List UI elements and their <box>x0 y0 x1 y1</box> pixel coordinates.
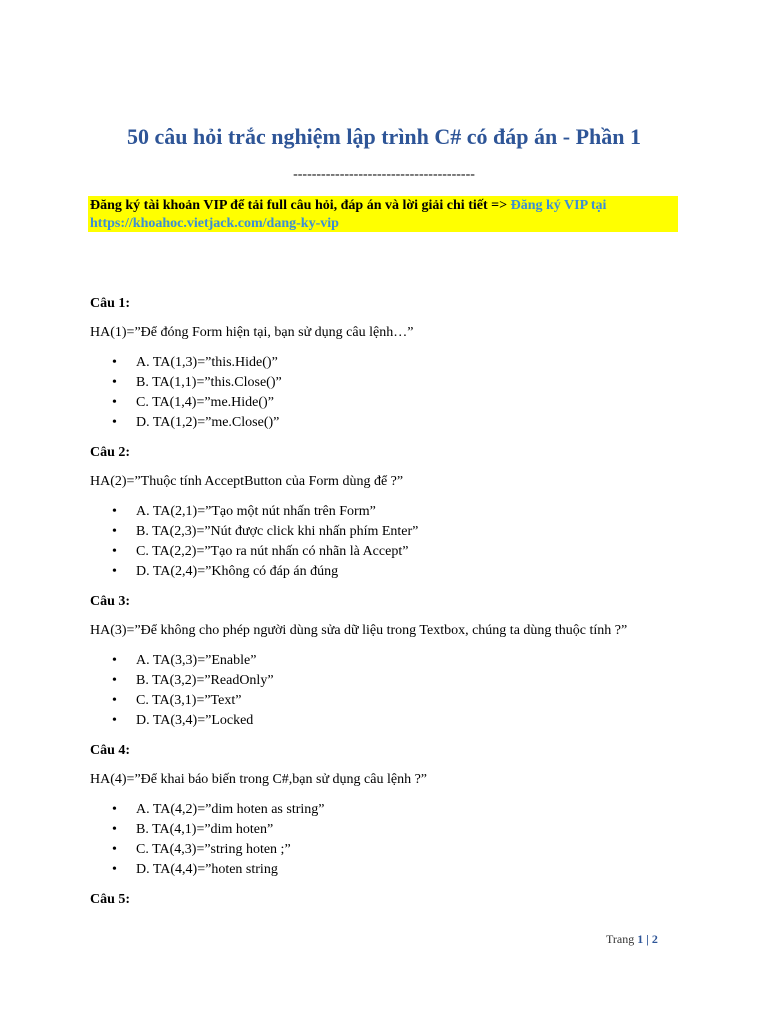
answer-option: • A. TA(1,3)=”this.Hide()” <box>90 353 690 373</box>
question-text: HA(2)=”Thuộc tính AcceptButton của Form dùng để ?” <box>90 474 404 489</box>
bullet-icon: • <box>112 524 117 539</box>
title-divider: --------------------------------------- <box>293 167 475 182</box>
answer-option: • B. TA(1,1)=”this.Close()” <box>90 373 690 393</box>
footer-page-word: Trang <box>606 932 635 946</box>
question-label: Câu 2: <box>90 445 131 460</box>
answer-option: • A. TA(3,3)=”Enable” <box>90 651 690 671</box>
bullet-icon: • <box>112 375 117 390</box>
answer-option: • D. TA(2,4)=”Không có đáp án đúng <box>90 562 690 582</box>
answer-option: • C. TA(1,4)=”me.Hide()” <box>90 393 690 413</box>
bullet-icon: • <box>112 395 117 410</box>
answer-option: • B. TA(3,2)=”ReadOnly” <box>90 671 690 691</box>
footer-separator: | <box>646 932 649 946</box>
answer-option: • B. TA(4,1)=”dim hoten” <box>90 820 690 840</box>
question-text: HA(3)=”Để không cho phép người dùng sửa dữ liệu trong Textbox, chúng ta dùng thuộc tính ?” <box>90 623 628 638</box>
answer-option: • A. TA(2,1)=”Tạo một nút nhấn trên Form” <box>90 502 690 522</box>
answer-option: • D. TA(3,4)=”Locked <box>90 711 690 731</box>
bullet-icon: • <box>112 544 117 559</box>
question-1 <box>90 295 690 433</box>
question-label: Câu 4: <box>90 743 131 758</box>
vip-notice <box>90 197 678 233</box>
footer-page-total: 2 <box>651 932 658 946</box>
vip-notice-text: Đăng ký tài khoản VIP để tải full câu hỏi, đáp án và lời giải chi tiết => <box>90 198 511 213</box>
page-title: 50 câu hỏi trắc nghiệm lập trình C# có đáp án - Phần 1 <box>127 124 641 149</box>
question-text: HA(1)=”Để đóng Form hiện tại, bạn sử dụng câu lệnh…” <box>90 325 414 340</box>
bullet-icon: • <box>112 355 117 370</box>
answer-options <box>90 651 690 731</box>
bullet-icon: • <box>112 862 117 877</box>
answer-option: • C. TA(2,2)=”Tạo ra nút nhấn có nhãn là Accept” <box>90 542 690 562</box>
answer-option: • B. TA(2,3)=”Nút được click khi nhấn phím Enter” <box>90 522 690 542</box>
bullet-icon: • <box>112 673 117 688</box>
page-footer <box>606 932 658 947</box>
questions-list <box>90 295 690 920</box>
bullet-icon: • <box>112 564 117 579</box>
answer-option: • D. TA(1,2)=”me.Close()” <box>90 413 690 433</box>
question-label: Câu 3: <box>90 594 131 609</box>
question-3 <box>90 593 690 731</box>
answer-option: • C. TA(3,1)=”Text” <box>90 691 690 711</box>
question-5 <box>90 891 690 909</box>
question-text: HA(4)=”Để khai báo biến trong C#,bạn sử dụng câu lệnh ?” <box>90 772 427 787</box>
answer-option: • D. TA(4,4)=”hoten string <box>90 860 690 880</box>
bullet-icon: • <box>112 504 117 519</box>
answer-options <box>90 800 690 880</box>
question-2 <box>90 444 690 582</box>
bullet-icon: • <box>112 713 117 728</box>
vip-register-link[interactable]: Đăng ký VIP tại https://khoahoc.vietjack.com/dang-ky-vip <box>90 198 607 231</box>
bullet-icon: • <box>112 842 117 857</box>
answer-option: • A. TA(4,2)=”dim hoten as string” <box>90 800 690 820</box>
bullet-icon: • <box>112 693 117 708</box>
answer-option: • C. TA(4,3)=”string hoten ;” <box>90 840 690 860</box>
question-4 <box>90 742 690 880</box>
bullet-icon: • <box>112 802 117 817</box>
footer-page-current: 1 <box>637 932 644 946</box>
bullet-icon: • <box>112 415 117 430</box>
answer-options <box>90 353 690 433</box>
bullet-icon: • <box>112 822 117 837</box>
bullet-icon: • <box>112 653 117 668</box>
answer-options <box>90 502 690 582</box>
question-label: Câu 5: <box>90 892 131 907</box>
question-label: Câu 1: <box>90 296 131 311</box>
